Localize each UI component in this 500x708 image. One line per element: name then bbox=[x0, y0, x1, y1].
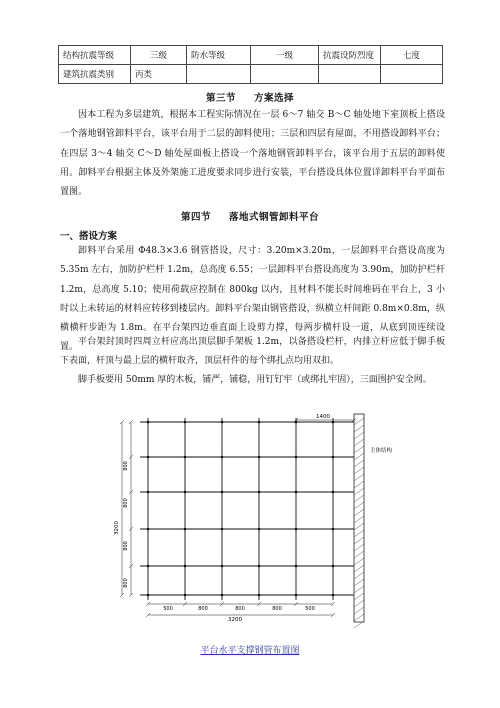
pole-node bbox=[147, 528, 150, 531]
pole-node bbox=[184, 594, 187, 597]
pole-node bbox=[332, 594, 335, 597]
pole-node bbox=[184, 421, 187, 424]
table-cell: 一级 bbox=[251, 46, 319, 65]
pole-node bbox=[147, 491, 150, 494]
pole-node bbox=[184, 456, 187, 459]
table-cell: 结构抗震等级 bbox=[59, 46, 131, 65]
pole-node bbox=[332, 421, 335, 424]
bottom-segment-label: 800 bbox=[272, 606, 282, 612]
pole-node bbox=[295, 528, 298, 531]
pole-node bbox=[258, 491, 261, 494]
table-cell: 七度 bbox=[381, 46, 443, 65]
pole-node bbox=[258, 528, 261, 531]
pole-node bbox=[147, 594, 150, 597]
table-cell: 建筑抗震类别 bbox=[59, 65, 131, 84]
figure-caption: 平台水平支撑钢管布置图 bbox=[200, 646, 300, 656]
left-segment-label: 800 bbox=[123, 498, 129, 508]
table-cell: 三级 bbox=[131, 46, 187, 65]
section-title: 落地式钢管卸料平台 bbox=[229, 212, 320, 223]
main-structure-label: 主体结构 bbox=[370, 448, 393, 454]
pole-node bbox=[221, 565, 224, 568]
bottom-segment-label: 800 bbox=[198, 606, 208, 612]
section-number: 第三节 bbox=[205, 93, 236, 104]
pole-node bbox=[295, 456, 298, 459]
pole-node bbox=[184, 528, 187, 531]
pole-node bbox=[258, 594, 261, 597]
table-cell: 丙类 bbox=[131, 65, 187, 84]
pole-node bbox=[184, 491, 187, 494]
pole-node bbox=[221, 594, 224, 597]
pole-node bbox=[295, 594, 298, 597]
pole-node bbox=[295, 565, 298, 568]
table-cell: 抗震设防烈度 bbox=[319, 46, 381, 65]
left-segment-label: 800 bbox=[123, 461, 129, 471]
bottom-segment-label: 500 bbox=[305, 606, 315, 612]
pole-node bbox=[147, 421, 150, 424]
section-4-paragraph-3: 脚手板要用 50mm 厚的木板，铺严，铺稳，用钉钉牢（或绑扎牢固），三面围护安全网。 bbox=[78, 375, 432, 385]
bottom-total-dimension-label: 3200 bbox=[228, 617, 242, 623]
section-3-paragraph: 因本工程为多层建筑，根据本工程实际情况在一层 6～7 轴交 B～C 轴处地下室顶板上搭设一个落地钢管卸料平台，该平台用于二层的卸料使用；三层和四层有屋面，不用搭设卸料平台；在四层 3～4 轴交 C～D 轴处屋面板上搭设一个落地钢管卸料平台，该平台用于五层的卸料使用。卸料平台根据主体及外架施工进度要求同步进行安装，平台搭设具体位置详卸料平台平面布置图。 bbox=[60, 110, 445, 198]
section-4-paragraph-1: 卸料平台采用 Φ48.3×3.6 钢管搭设，尺寸：3.20m×3.20m，一层卸料平台搭设高度为 5.35m 左右，加防护栏杆 1.2m，总高度 6.55；一层卸料平台搭设高度为 3.90m，加防护栏杆 1.2m，总高度 5.10；使用荷载应控制在 800kg 以内，且材料不能长时间堆码在平台上，3 小时以上未转运的材料应转移到楼层内。卸料平台架由钢管搭设，纵横立杆间距 0.8m×0.8m，纵横横杆步距为 1.8m。在平台架四边垂直面上设剪力撑，每两步横杆设一道，从底到顶连续设置。 bbox=[60, 246, 445, 353]
pole-node bbox=[221, 528, 224, 531]
pole-node bbox=[258, 565, 261, 568]
left-segment-label: 800 bbox=[123, 578, 129, 588]
pole-node bbox=[147, 456, 150, 459]
left-segment-label: 800 bbox=[123, 541, 129, 551]
pole-node bbox=[332, 565, 335, 568]
pole-node bbox=[295, 491, 298, 494]
bottom-segment-label: 500 bbox=[163, 606, 173, 612]
bottom-segment-label: 800 bbox=[235, 606, 245, 612]
section-title: 方案选择 bbox=[254, 93, 295, 104]
pole-node bbox=[332, 491, 335, 494]
pole-node bbox=[332, 528, 335, 531]
dimension-lines bbox=[120, 418, 356, 617]
left-total-dimension-label: 3200 bbox=[114, 521, 120, 535]
pole-node bbox=[258, 456, 261, 459]
top-dimension-label: 1400 bbox=[316, 414, 330, 420]
pole-node bbox=[184, 565, 187, 568]
pole-node bbox=[147, 565, 150, 568]
scaffold-grid bbox=[140, 418, 356, 600]
pole-node bbox=[332, 456, 335, 459]
pole-node bbox=[221, 491, 224, 494]
table-cell: 防水等级 bbox=[187, 46, 251, 65]
section-number: 第四节 bbox=[180, 212, 211, 223]
section-4-paragraph-2: 平台架封顶时四周立杆应高出顶层脚手架板 1.2m，以备搭设栏杆，内排立杆应低于脚手板下表面，杆顶与最上层的横杆取齐，顶层杆件的每个绑扎点均用双扣。 bbox=[60, 337, 445, 367]
main-structure-wall bbox=[354, 414, 364, 628]
pole-node bbox=[258, 421, 261, 424]
pole-node bbox=[221, 421, 224, 424]
subheading: 一、搭设方案 bbox=[60, 231, 118, 242]
pole-node bbox=[221, 456, 224, 459]
